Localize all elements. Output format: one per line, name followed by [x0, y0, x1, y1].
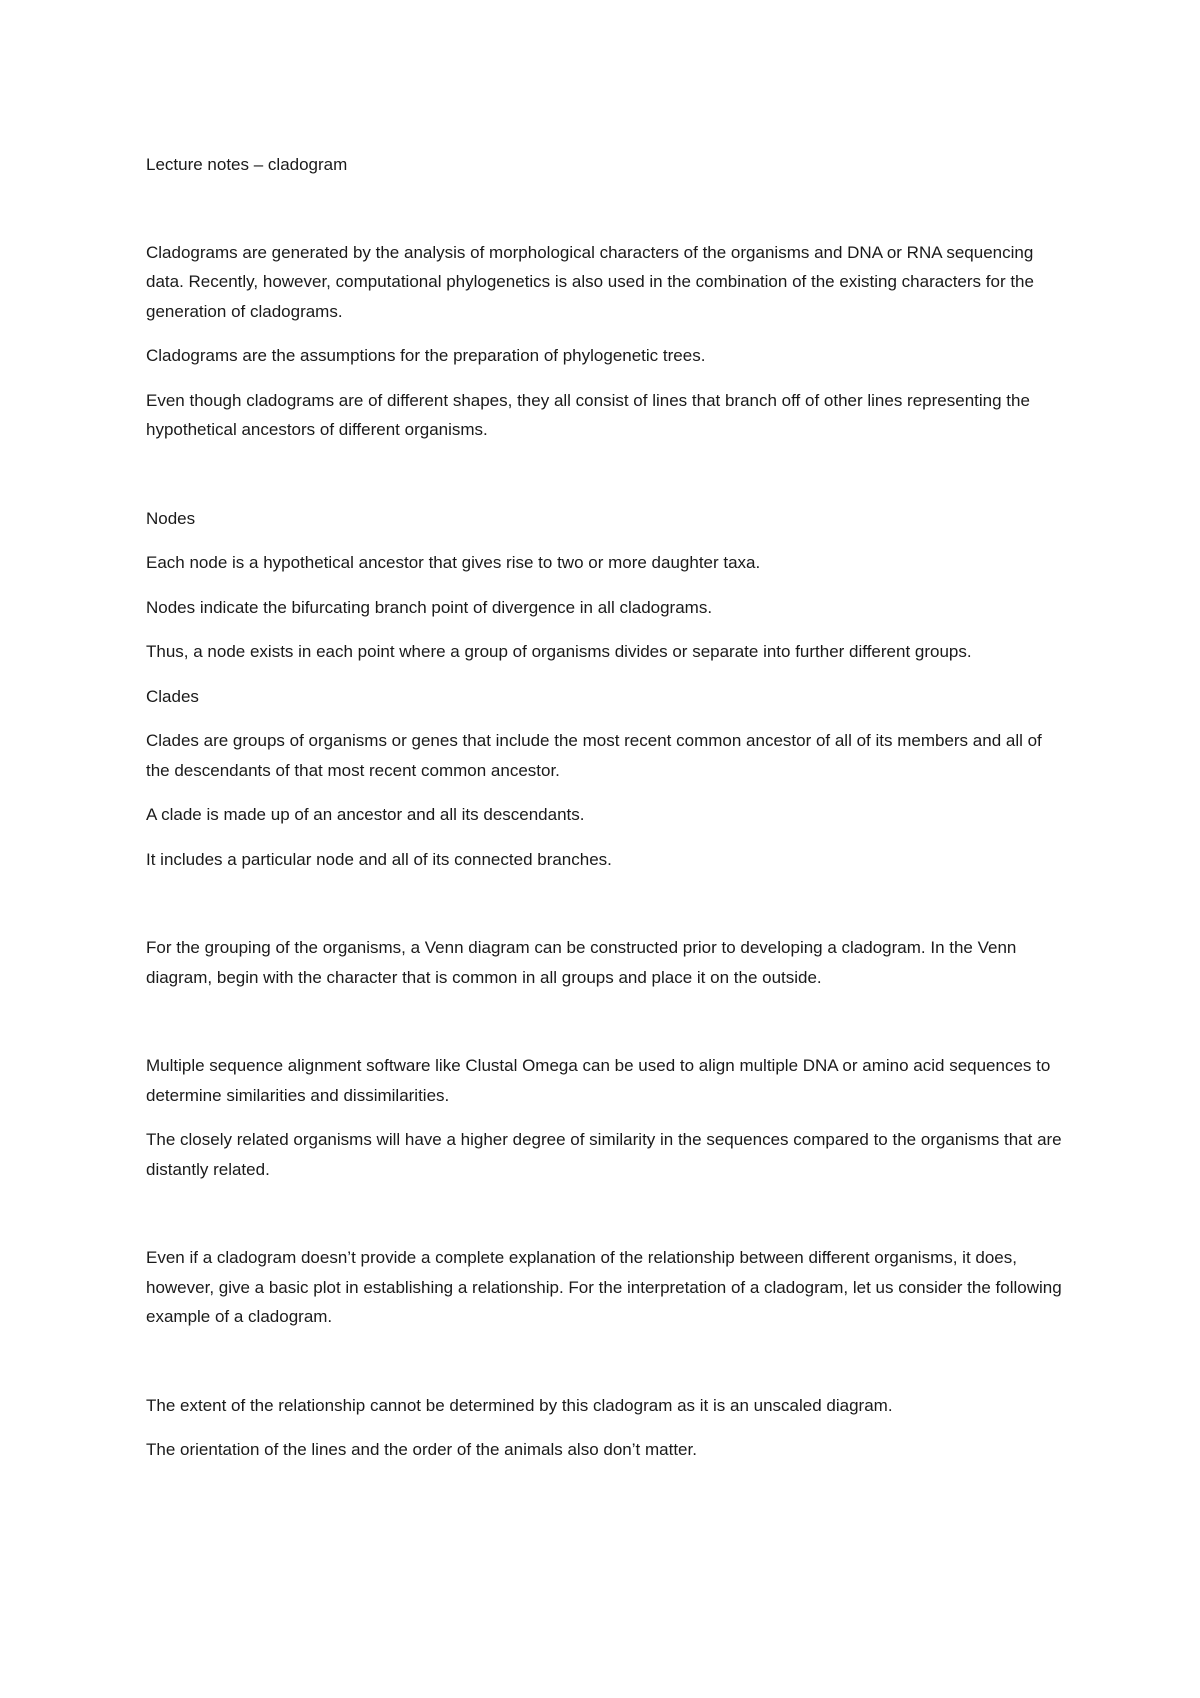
paragraph-clade-branches: It includes a particular node and all of its connected branches. — [146, 849, 612, 869]
paragraph-cladogram-generation: Cladograms are generated by the analysis of morphological characters of the organisms and DNA or RNA sequencing data. Recently, however, computational phylogenetics is also used in the combination of the existing characters for the generation of cladograms. — [146, 242, 1034, 321]
document-body — [146, 150, 1066, 1465]
paragraph-cladogram-shapes: Even though cladograms are of different shapes, they all consist of lines that branch off of other lines representing the hypothetical ancestors of different organisms. — [146, 390, 1030, 439]
paragraph-venn-diagram: For the grouping of the organisms, a Venn diagram can be constructed prior to developing a cladogram. In the Venn diagram, begin with the character that is common in all groups and place it on the outside. — [146, 938, 1017, 987]
paragraph-clade-ancestor: A clade is made up of an ancestor and all its descendants. — [146, 805, 585, 824]
paragraph-sequence-similarity: The closely related organisms will have a higher degree of similarity in the sequences compared to the organisms that are distantly related. — [146, 1130, 1062, 1179]
paragraph-node-groups: Thus, a node exists in each point where a group of organisms divides or separate into further different groups. — [146, 642, 972, 661]
section-heading-clades: Clades — [146, 686, 199, 706]
document-title: Lecture notes – cladogram — [146, 155, 348, 174]
paragraph-sequence-alignment: Multiple sequence alignment software like Clustal Omega can be used to align multiple DNA or amino acid sequences to determine similarities and dissimilarities. — [146, 1056, 1051, 1105]
paragraph-line-orientation: The orientation of the lines and the order of the animals also don’t matter. — [146, 1440, 697, 1459]
paragraph-node-bifurcation: Nodes indicate the bifurcating branch point of divergence in all cladograms. — [146, 597, 713, 617]
paragraph-cladogram-assumptions: Cladograms are the assumptions for the preparation of phylogenetic trees. — [146, 346, 706, 365]
paragraph-clade-definition: Clades are groups of organisms or genes that include the most recent common ancestor of all of its members and all of the descendants of that most recent common ancestor. — [146, 731, 1042, 780]
section-heading-nodes: Nodes — [146, 508, 196, 528]
paragraph-node-ancestor: Each node is a hypothetical ancestor that gives rise to two or more daughter taxa. — [146, 553, 761, 572]
paragraph-cladogram-interpretation: Even if a cladogram doesn’t provide a complete explanation of the relationship between different organisms, it does, however, give a basic plot in establishing a relationship. For the interpretation of a cladogram, let us consider the following example of a cladogram. — [146, 1248, 1062, 1326]
paragraph-unscaled-diagram: The extent of the relationship cannot be determined by this cladogram as it is an unscaled diagram. — [146, 1395, 893, 1415]
